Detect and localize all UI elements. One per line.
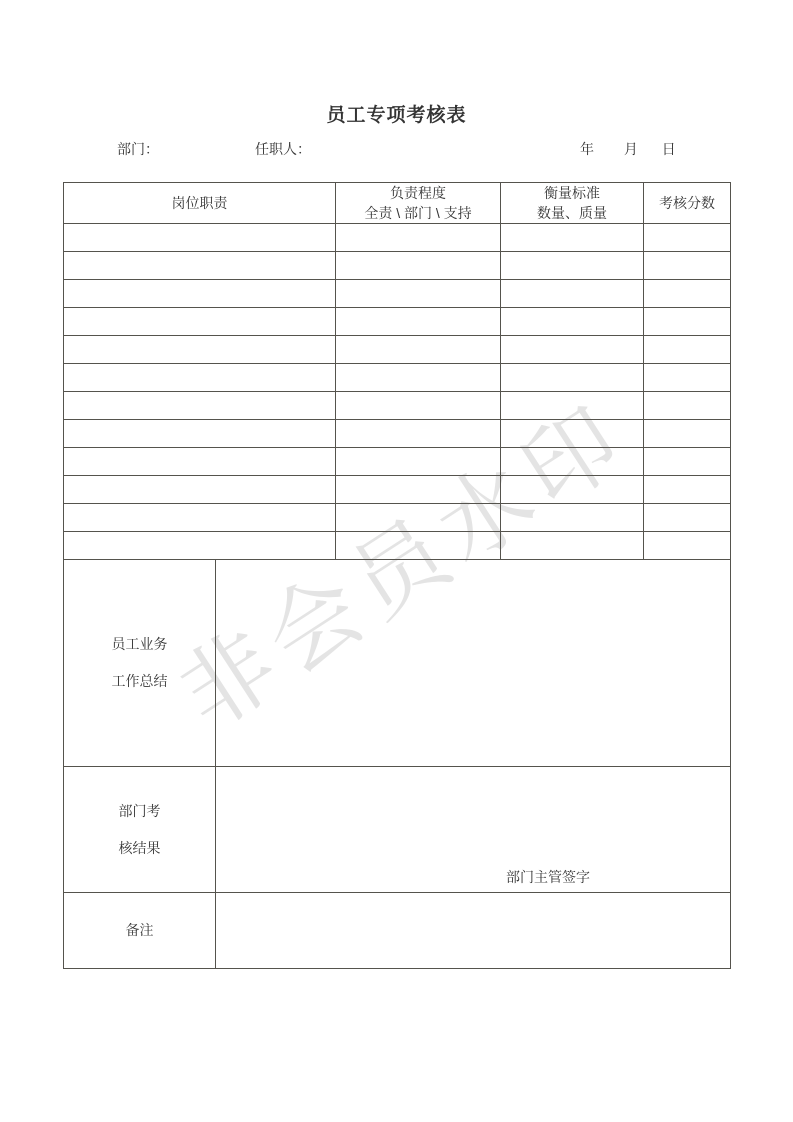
empty-data-row [64, 476, 731, 504]
assessment-table [63, 182, 731, 969]
empty-cell[interactable] [644, 280, 731, 308]
empty-cell[interactable] [336, 308, 501, 336]
department-label: 部门： [117, 141, 159, 157]
remark-content-cell[interactable] [216, 893, 731, 969]
empty-cell[interactable] [336, 476, 501, 504]
empty-cell[interactable] [644, 476, 731, 504]
incumbent-label: 任职人： [255, 141, 311, 157]
empty-cell[interactable] [501, 532, 644, 560]
empty-data-row [64, 504, 731, 532]
date-line [580, 139, 676, 159]
empty-cell[interactable] [644, 392, 731, 420]
empty-data-row [64, 336, 731, 364]
supervisor-signature-label: 部门主管签字 [506, 869, 590, 885]
empty-cell[interactable] [64, 420, 336, 448]
empty-cell[interactable] [644, 532, 731, 560]
empty-cell[interactable] [644, 252, 731, 280]
header-job-duties: 岗位职责 [64, 183, 336, 224]
empty-data-row [64, 532, 731, 560]
empty-cell[interactable] [336, 364, 501, 392]
empty-cell[interactable] [501, 448, 644, 476]
empty-cell[interactable] [501, 336, 644, 364]
empty-cell[interactable] [336, 336, 501, 364]
empty-cell[interactable] [64, 252, 336, 280]
empty-cell[interactable] [501, 364, 644, 392]
header-responsibility-degree: 负责程度 全责 \ 部门 \ 支持 [336, 183, 501, 224]
empty-cell[interactable] [64, 364, 336, 392]
empty-data-row [64, 308, 731, 336]
empty-data-row [64, 224, 731, 252]
empty-cell[interactable] [336, 448, 501, 476]
header-assessment-score: 考核分数 [644, 183, 731, 224]
remark-label: 备注 [64, 893, 216, 969]
empty-cell[interactable] [336, 420, 501, 448]
date-month-label: 月 [623, 141, 638, 157]
empty-cell[interactable] [336, 392, 501, 420]
empty-cell[interactable] [64, 476, 336, 504]
empty-cell[interactable] [64, 448, 336, 476]
date-day-label: 日 [661, 141, 676, 157]
empty-cell[interactable] [501, 252, 644, 280]
empty-data-row [64, 252, 731, 280]
empty-cell[interactable] [644, 308, 731, 336]
empty-cell[interactable] [336, 224, 501, 252]
empty-cell[interactable] [64, 280, 336, 308]
empty-cell[interactable] [501, 224, 644, 252]
header-measurement-standard: 衡量标准 数量、质量 [501, 183, 644, 224]
empty-cell[interactable] [644, 336, 731, 364]
empty-cell[interactable] [64, 532, 336, 560]
empty-cell[interactable] [644, 448, 731, 476]
empty-cell[interactable] [64, 224, 336, 252]
empty-cell[interactable] [64, 336, 336, 364]
department-result-row [64, 767, 731, 893]
employee-summary-label: 员工业务 工作总结 [64, 560, 216, 767]
empty-data-row [64, 280, 731, 308]
table-header-row [64, 183, 731, 224]
empty-cell[interactable] [64, 392, 336, 420]
empty-cell[interactable] [64, 308, 336, 336]
employee-summary-row [64, 560, 731, 767]
empty-cell[interactable] [644, 224, 731, 252]
empty-cell[interactable] [336, 504, 501, 532]
empty-cell[interactable] [501, 420, 644, 448]
empty-cell[interactable] [501, 504, 644, 532]
empty-cell[interactable] [501, 392, 644, 420]
empty-data-row [64, 364, 731, 392]
department-result-content-cell[interactable] [216, 767, 731, 893]
employee-summary-content-cell[interactable] [216, 560, 731, 767]
empty-data-row [64, 392, 731, 420]
empty-data-row [64, 448, 731, 476]
department-result-label: 部门考 核结果 [64, 767, 216, 893]
date-year-label: 年 [580, 141, 594, 157]
empty-cell[interactable] [644, 364, 731, 392]
empty-cell[interactable] [336, 252, 501, 280]
empty-cell[interactable] [336, 532, 501, 560]
non-member-watermark: 非会员水印 [162, 385, 647, 749]
empty-cell[interactable] [336, 280, 501, 308]
empty-cell[interactable] [501, 280, 644, 308]
page-title: 员工专项考核表 [326, 105, 467, 126]
empty-cell[interactable] [644, 504, 731, 532]
empty-data-row [64, 420, 731, 448]
remark-row [64, 893, 731, 969]
empty-cell[interactable] [501, 308, 644, 336]
empty-cell[interactable] [64, 504, 336, 532]
empty-cell[interactable] [501, 476, 644, 504]
empty-cell[interactable] [644, 420, 731, 448]
